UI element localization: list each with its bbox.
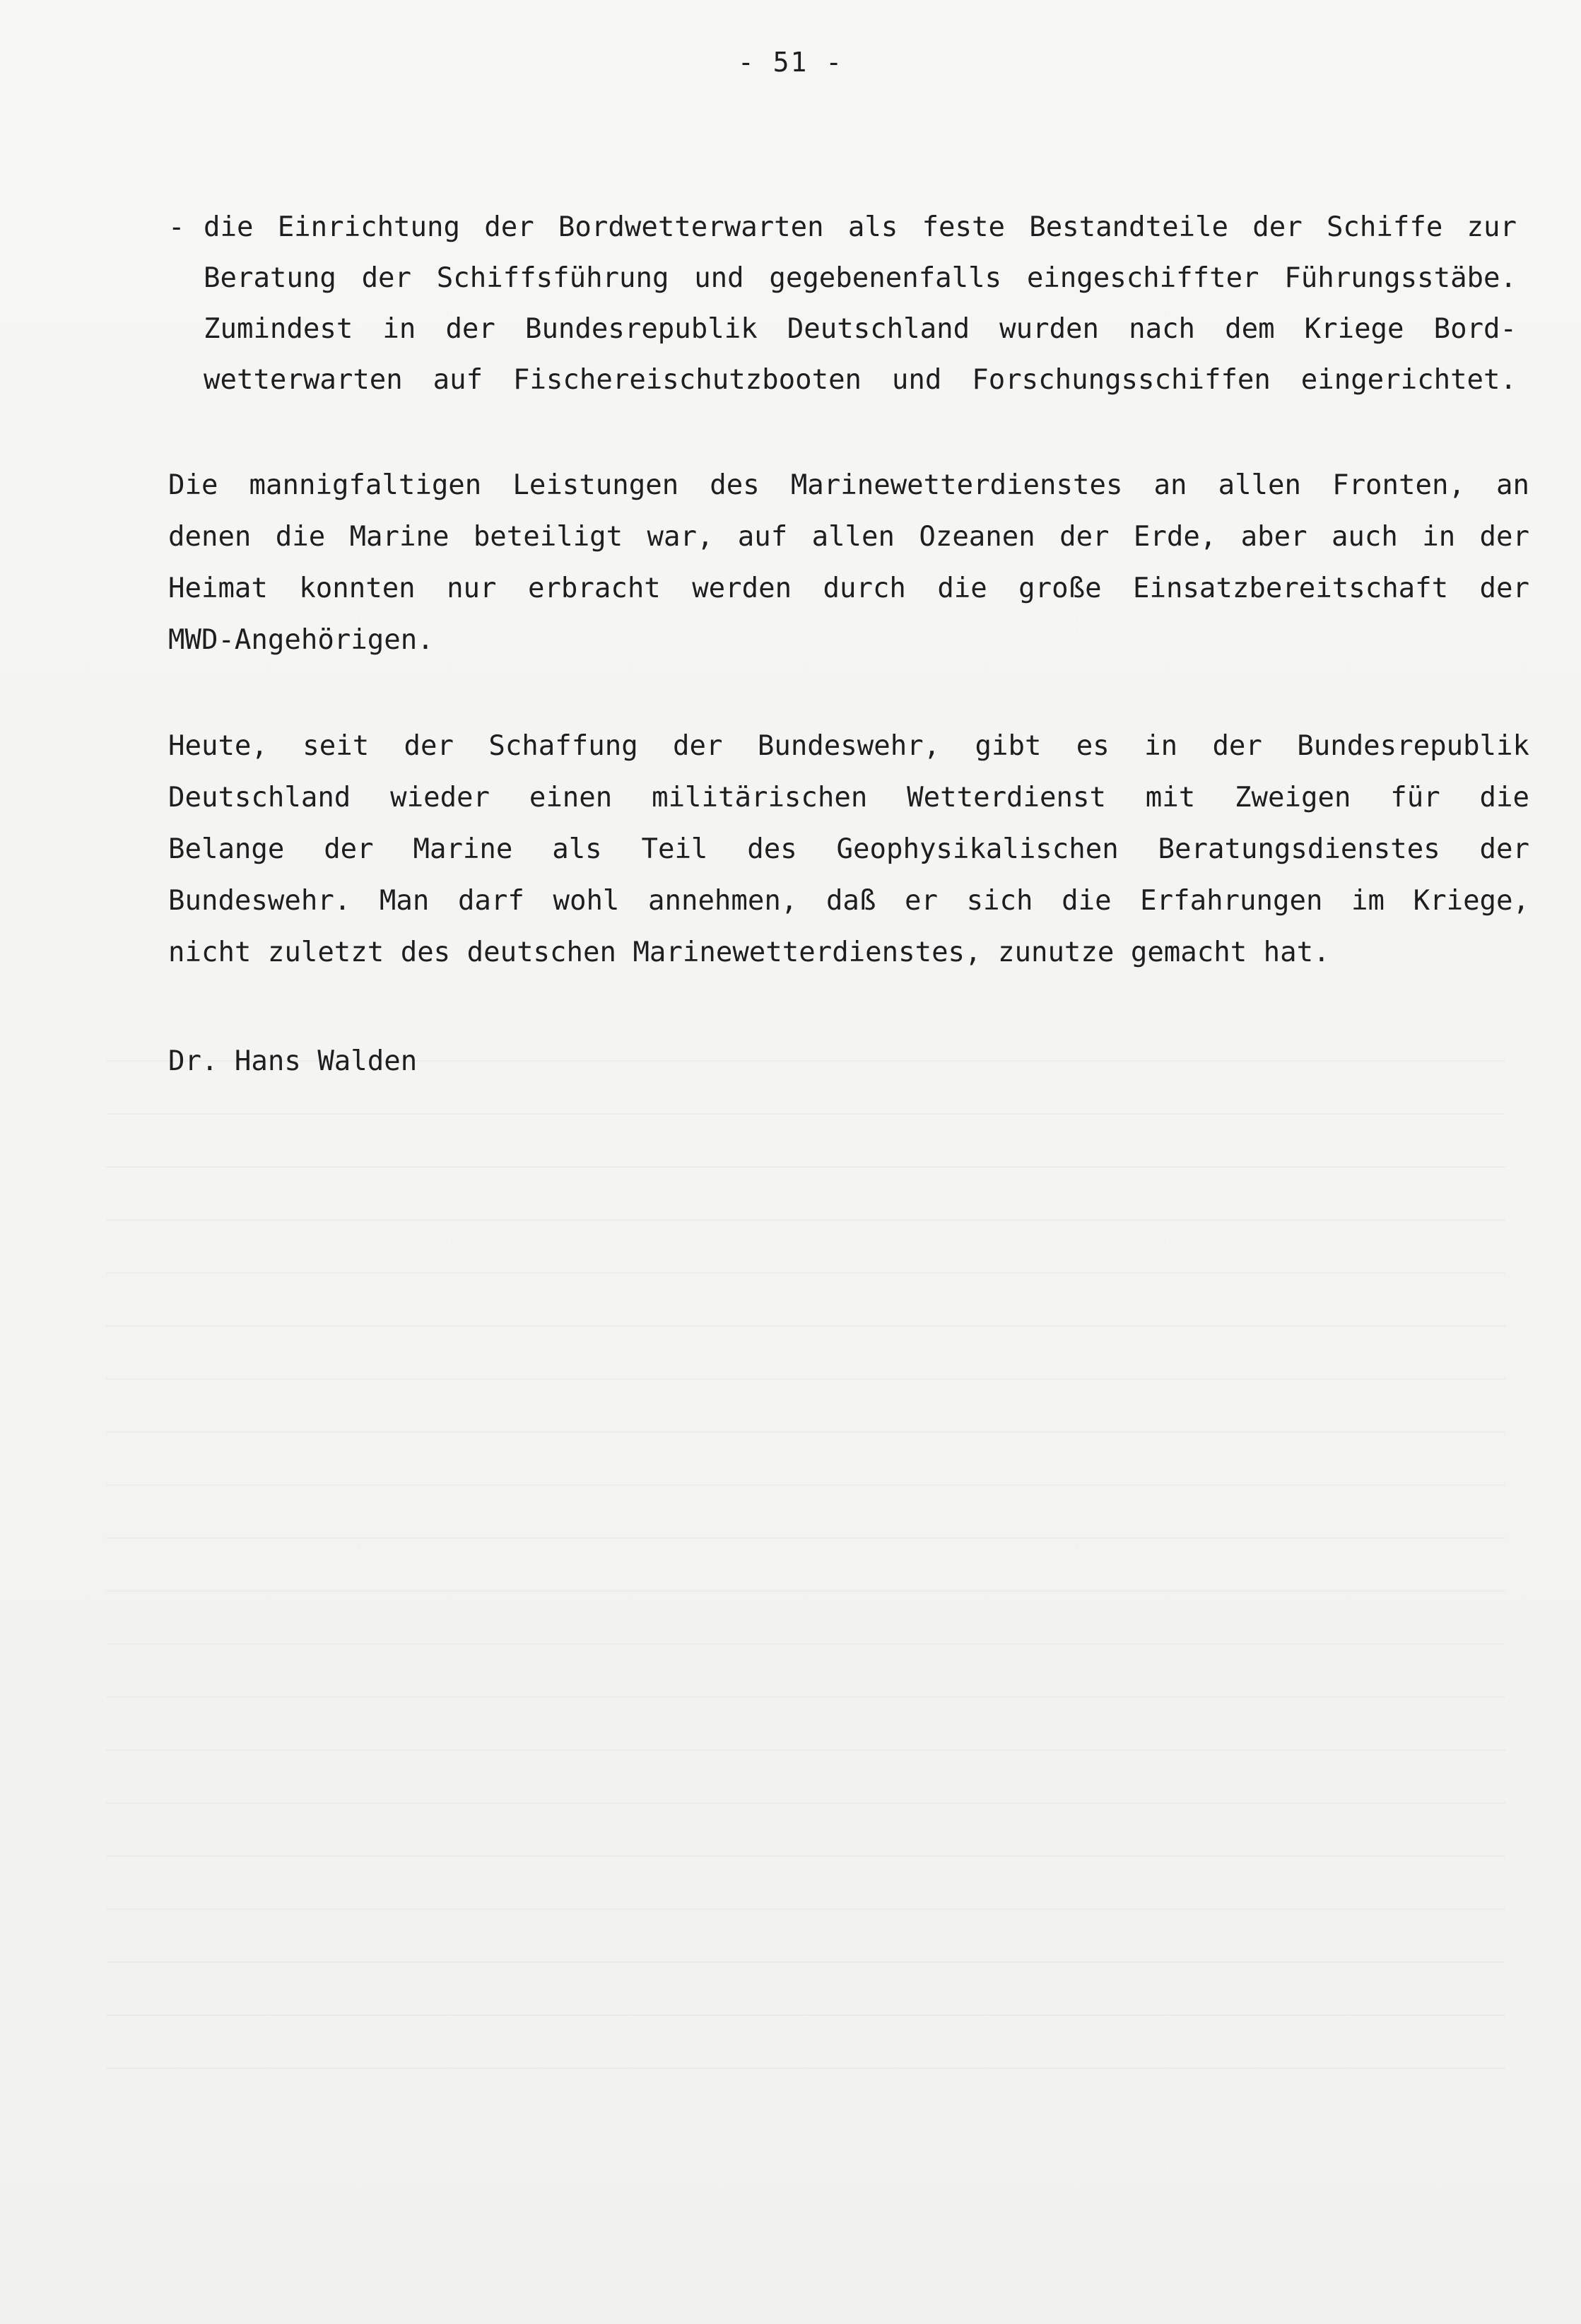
paragraph-line: Die mannigfaltigen Leistungen des Marinewetterdienstes an allen Fronten, an — [168, 469, 1529, 501]
bleed-through-line — [106, 1166, 1505, 1168]
bleed-through-line — [106, 1325, 1505, 1327]
list-item-marker: - — [168, 211, 185, 243]
author-signature: Dr. Hans Walden — [168, 1045, 418, 1077]
bleed-through-line — [106, 1537, 1505, 1539]
bleed-through-line — [106, 1855, 1505, 1857]
bleed-through-line — [106, 1113, 1505, 1115]
paragraph-line: nicht zuletzt des deutschen Marinewetterdienstes, zunutze gemacht hat. — [168, 937, 1330, 968]
bleed-through-line — [106, 1749, 1505, 1751]
paragraph-line: MWD-Angehörigen. — [168, 624, 434, 656]
bleed-through-line — [106, 2014, 1505, 2016]
bleed-through-line — [106, 1378, 1505, 1380]
bleed-through-line — [106, 1802, 1505, 1804]
paragraph-line: Heimat konnten nur erbracht werden durch die große Einsatzbereitschaft der — [168, 573, 1529, 604]
bleed-through-line — [106, 1696, 1505, 1698]
paragraph-line: Belange der Marine als Teil des Geophysikalischen Beratungsdienstes der — [168, 833, 1529, 865]
paragraph-line: denen die Marine beteiligt war, auf allen Ozeanen der Erde, aber auch in der — [168, 521, 1529, 553]
bleed-through-line — [106, 1272, 1505, 1274]
paragraph-line: Deutschland wieder einen militärischen Wetterdienst mit Zweigen für die — [168, 782, 1529, 814]
bleed-through-line — [106, 1908, 1505, 1910]
list-item-line: Beratung der Schiffsführung und gegebenenfalls eingeschiffter Führungsstäbe. — [204, 262, 1517, 294]
bleed-through-line — [106, 1961, 1505, 1963]
bleed-through-line — [106, 1431, 1505, 1433]
bleed-through-line — [106, 1484, 1505, 1486]
bleed-through-line — [106, 2067, 1505, 2069]
paragraph-line: Bundeswehr. Man darf wohl annehmen, daß er sich die Erfahrungen im Kriege, — [168, 885, 1529, 917]
bleed-through-line — [106, 1219, 1505, 1221]
bleed-through-line — [106, 1590, 1505, 1592]
bleed-through-line — [106, 1643, 1505, 1645]
list-item-line: wetterwarten auf Fischereischutzbooten und Forschungsschiffen eingerichtet. — [204, 364, 1517, 396]
paragraph-line: Heute, seit der Schaffung der Bundeswehr, gibt es in der Bundesrepublik — [168, 730, 1529, 762]
list-item-line: die Einrichtung der Bordwetterwarten als feste Bestandteile der Schiffe zur — [204, 211, 1517, 243]
page-number: - 51 - — [737, 47, 844, 78]
list-item-line: Zumindest in der Bundesrepublik Deutschland wurden nach dem Kriege Bord- — [204, 313, 1517, 345]
